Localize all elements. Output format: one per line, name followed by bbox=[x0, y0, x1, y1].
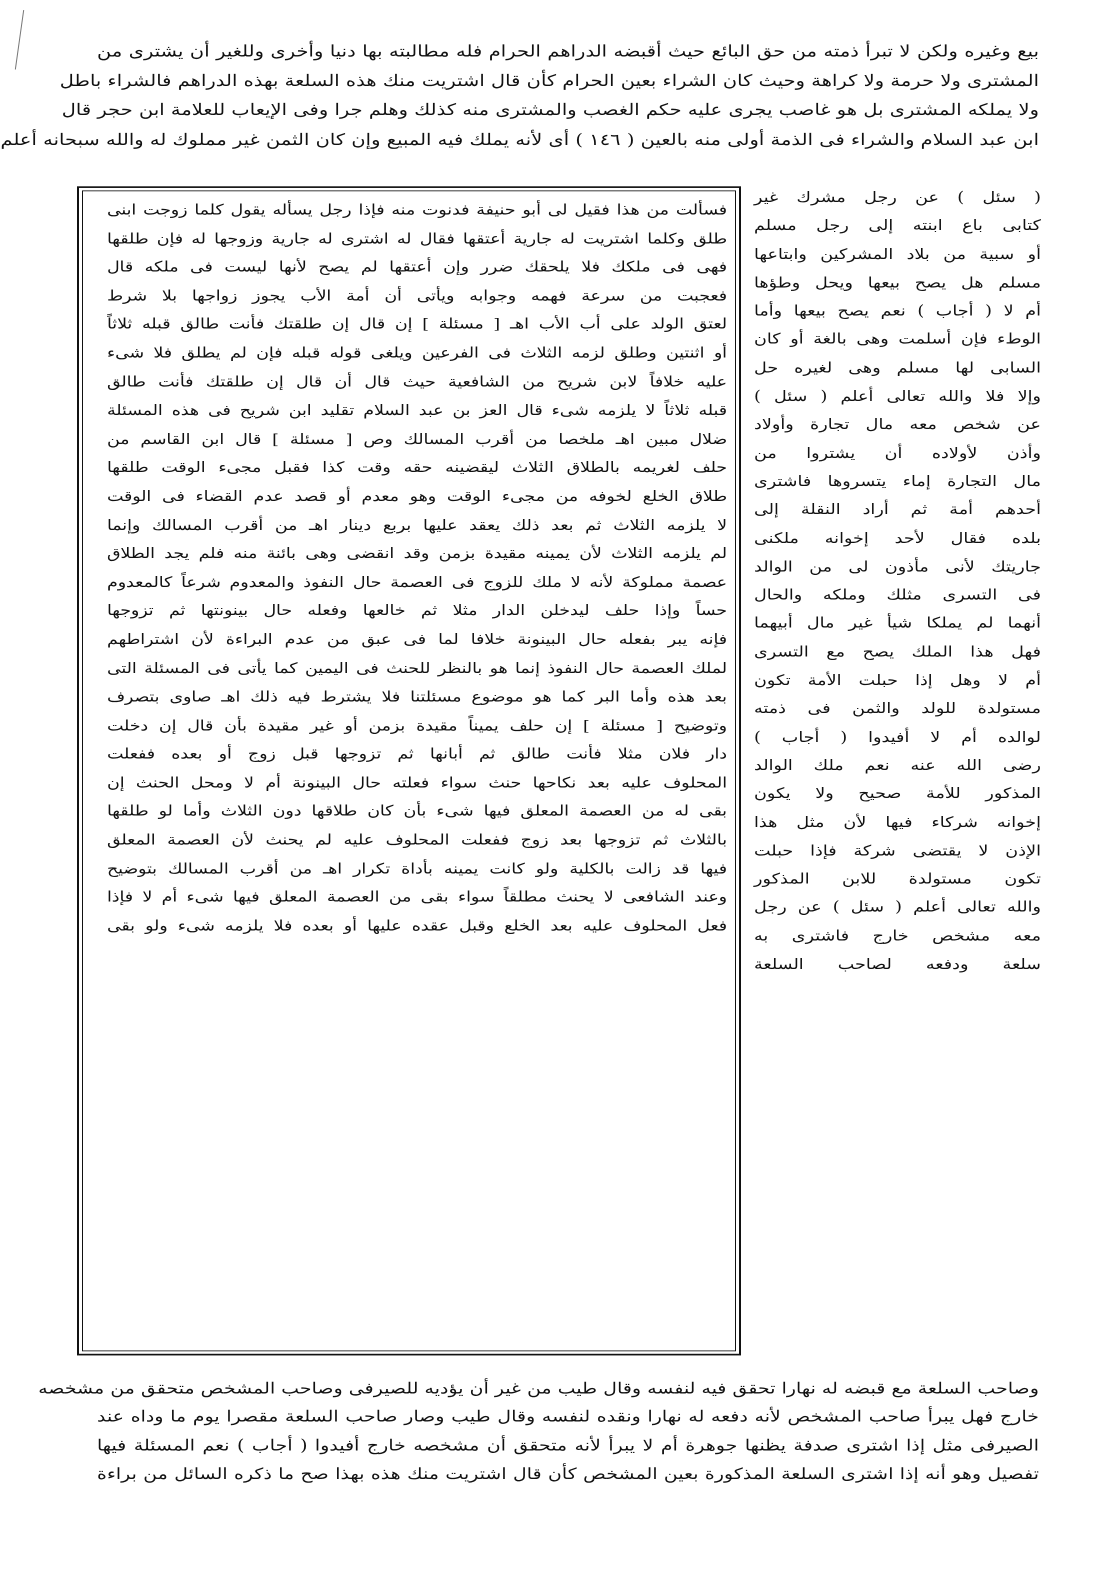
bottom-line: تفصيل وهو أنه إذا اشترى السلعة المذكورة بعين المشخص كأن قال اشتريت منك هذه بهذا صح ما ذكره السائل من براءة bbox=[97, 1464, 1039, 1484]
column-line: مسلم هل يصح بيعها ويحل وطؤها bbox=[754, 274, 1041, 292]
column-line: الوطء فإن أسلمت وهى بالغة أو كان bbox=[754, 331, 1041, 349]
column-line: إخوانه شركاء فيها لأن مثل هذا bbox=[754, 814, 1041, 831]
column-line: فهل هذا الملك يصح مع التسرى bbox=[754, 643, 1041, 661]
box-line: لعتق الولد على أب الأب اهـ [ مسئلة ] إن قال إن طلقتك فأنت طالق قبله ثلاثاً bbox=[107, 316, 727, 334]
column-line: معه مشخص خارج فاشترى به bbox=[754, 927, 1041, 945]
box-line: حلف لغريمه بالطلاق الثلاث ليقضينه حقه وقت كذا فقبل مجىء الوقت طلقها bbox=[107, 459, 727, 477]
bottom-text-block bbox=[38, 1374, 1039, 1488]
column-line: رضى الله عنه نعم ملك الوالد bbox=[754, 757, 1041, 775]
column-line: لوالده أم لا أفيدوا ( أجاب ) bbox=[754, 729, 1041, 746]
box-line: حساً وإذا حلف ليدخلن الدار مثلا ثم خالعها وفعله حال بينونتها ثم تزوجها bbox=[107, 603, 727, 620]
bottom-line: خارج فهل يبرأ صاحب المشخص لأنه دفعه له نهارا ونقده لنفسه وقال طيب وصار صاحب السلعة مقصرا يوم ما وداه عند bbox=[97, 1407, 1039, 1427]
box-line: فعل المحلوف عليه بعد الخلع وقبل عقده عليها أو بعده فلا يلزمه شىء ولو بقى bbox=[107, 918, 727, 935]
box-line: المحلوف عليه بعد نكاحها حنث سواء فعلته حال البينونة أم لا ومحل الحنث إن bbox=[107, 774, 727, 792]
top-text-block bbox=[0, 36, 1039, 154]
box-line: عصمة مملوكة لأنه لا ملك للزوج فى العصمة حال النفوذ والمعدوم شرعاً كالمعدوم bbox=[107, 574, 727, 591]
top-line: ابن عبد السلام والشراء فى الذمة أولى منه بالعين ( ١٤٦ ) أى لأنه يملك فيه المبيع وإن كان الثمن غير مملوك له والله سبحانه أعلم bbox=[0, 129, 1039, 149]
box-line: طلاق الخلع لخوفه من مجىء الوقت وهو معدم أو قصد عدم القضاء فى الوقت bbox=[107, 488, 727, 506]
column-line: تكون مستولدة للابن المذكور bbox=[754, 871, 1041, 888]
box-line: دار فلان مثلا فأنت طالق ثم أبانها ثم تزوجها قبل زوج أو بعده ففعلت bbox=[107, 746, 727, 763]
column-line: المذكور للأمة صحيح ولا يكون bbox=[754, 785, 1041, 803]
bottom-line: الصيرفى مثل إذا اشترى صدفة يظنها جوهرة أم لا يبرأ لأنه متحقق أن مشخصه خارج أفيدوا ( أجاب ) نعم المسئلة فيها bbox=[97, 1436, 1039, 1455]
top-line: ولا يملكه المشترى بل هو غاصب يجرى عليه حكم الغصب والمشترى منه كذلك وهلم جرا وفى الإيعاب للعلامة ابن حجر قال bbox=[61, 100, 1039, 120]
column-line: ( سئل ) عن رجل مشرك غير bbox=[754, 189, 1041, 207]
box-line: لم يلزمه الثلاث لأن يمينه مقيدة بزمن وقد انقضى وهى بائنة منه فلم يجد الطلاق bbox=[107, 545, 727, 563]
right-margin-column bbox=[754, 184, 1041, 979]
column-line: وأذن لأولاده أن يشتروا من bbox=[754, 445, 1041, 462]
box-line: ضلال مبين اهـ ملخصا من أقرب المسالك وص [ مسئلة ] قال ابن القاسم من bbox=[107, 431, 727, 448]
box-line: بالثلاث ثم تزوجها بعد زوج ففعلت المحلوف عليه لم يحنث لأن العصمة المعلق bbox=[107, 832, 727, 849]
box-line: أو اثنتين وطلق لزمه الثلاث فى الفرعين ويلغى قوله قبله فإن لم يطلق فلا شىء bbox=[107, 345, 727, 362]
top-line: المشترى ولا حرمة ولا كراهة وحيث كان الشراء بعين الحرام كأن قال اشتريت منك هذه السلعة بهذه الدراهم فالشراء باطل bbox=[59, 70, 1039, 90]
box-line: عليه خلافاً لابن شريح من الشافعية حيث قال أن قال إن طلقتك فأنت طالق bbox=[107, 373, 727, 391]
top-line: بيع وغيره ولكن لا تبرأ ذمته من حق البائع حيث أقبضه الدراهم الحرام فله مطالبته بها دنيا وأخرى وللغير أن يشترى من bbox=[97, 41, 1039, 61]
box-line: فهى فى ملكك فلا يلحقك ضرر وإن أعتقها لم يصح لأنها ليست فى ملكه قال bbox=[107, 259, 727, 276]
column-line: أحدهم أمة ثم أراد النقلة إلى bbox=[754, 501, 1041, 519]
box-line: لملك العصمة حال النفوذ إنما هو بالنظر للحنث فى اليمين كما يأتى فى المسئلة التى bbox=[107, 660, 727, 677]
column-line: الإذن لا يقتضى شركة فإذا حبلت bbox=[754, 842, 1041, 860]
column-line: مستولدة للولد والثمن فى ذمته bbox=[754, 700, 1041, 718]
column-line: عن شخص معه مال تجارة وأولاد bbox=[754, 416, 1041, 434]
column-line: جاريتك لأنى مأذون لى من الوالد bbox=[754, 558, 1041, 576]
column-line: سلعة ودفعه لصاحب السلعة bbox=[754, 956, 1041, 973]
box-line: وتوضيح [ مسئلة ] إن حلف يميناً مقيدة بزمن أو غير مقيدة بأن قال إن دخلت bbox=[107, 717, 727, 735]
column-line: أم لا وهل إذا حبلت الأمة تكون bbox=[754, 672, 1041, 689]
box-line: فإنه يبر بفعله حال البينونة خلافا لما فى عبق من عدم البراءة لأن اشتراطهم bbox=[107, 631, 727, 649]
column-line: أو سبية من بلاد المشركين وابتاعها bbox=[754, 246, 1041, 263]
column-line: بلده فقال لأحد إخوانه ملكنى bbox=[754, 530, 1041, 547]
framed-text bbox=[107, 196, 727, 941]
column-line: والله تعالى أعلم ( سئل ) عن رجل bbox=[754, 899, 1041, 917]
column-line: السابى لها مسلم وهى لغيره حل bbox=[754, 359, 1041, 377]
column-line: أم لا ( أجاب ) نعم يصح بيعها وأما bbox=[754, 303, 1041, 320]
box-line: بقى له من العصمة المعلق فيها شىء بأن كان طلاقها دون الثلاث وأما لو طلقها bbox=[107, 803, 727, 821]
column-line: أنهما لم يملكا شيأ غير مال أبيهما bbox=[754, 615, 1041, 633]
column-line: وإلا فلا والله تعالى أعلم ( سئل ) bbox=[754, 388, 1041, 405]
box-line: بعد هذه وأما البر كما هو موضوع مسئلتنا فلا يشترط فيه ذلك اهـ صاوى بتصرف bbox=[107, 688, 727, 706]
column-line: فى التسرى مثلك وملكه والحال bbox=[754, 587, 1041, 604]
box-line: لا يلزمه الثلاث ثم بعد ذلك يعقد عليها بربع دينار اهـ من أقرب المسالك وإنما bbox=[107, 517, 727, 534]
box-line: فعجبت من سرعة فهمه وجوابه ويأتى أن أمة الأب يجوز زواجها بلا شرط bbox=[107, 287, 727, 305]
box-line: فسألت من هذا فقيل لى أبو حنيفة فدنوت منه فإذا رجل يسأله يقول كلما زوجت ابنى bbox=[107, 202, 727, 219]
framed-commentary-box bbox=[77, 186, 741, 1355]
column-line: كتابى باع ابنته إلى رجل مسلم bbox=[754, 218, 1041, 235]
box-line: طلق وكلما اشتريت له جارية أعتقها فقال له اشترى له جارية وزوجها له فإن طلقها bbox=[107, 230, 727, 248]
bottom-line: وصاحب السلعة مع قبضه له نهارا تحقق فيه لنفسه وقال طيب من غير أن يؤديه للصيرفى وصاحب المشخص متحقق من مشخصه bbox=[38, 1379, 1039, 1398]
box-line: فيها قد زالت بالكلية ولو كانت يمينه بأداة تكرار اهـ من أقرب المسالك بتوضيح bbox=[107, 860, 727, 878]
box-line: قبله ثلاثاً لا يلزمه شىء قال العز بن عبد السلام تقليد ابن شريح فى هذه المسئلة bbox=[107, 402, 727, 420]
column-line: مال التجارة إماء يتسروها فاشترى bbox=[754, 473, 1041, 491]
box-line: وعند الشافعى لا يحنث مطلقاً سواء بقى من العصمة المعلق فيها شىء أم لا فإذا bbox=[107, 889, 727, 907]
